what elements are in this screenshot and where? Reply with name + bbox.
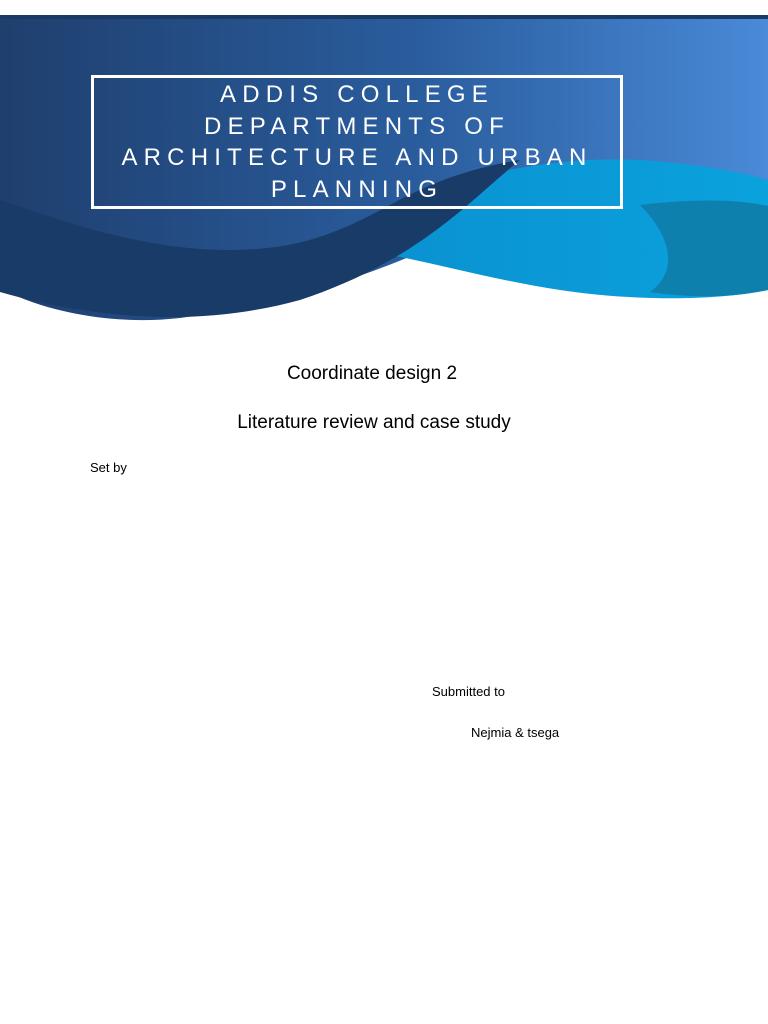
course-title: Coordinate design 2 (286, 363, 458, 384)
set-by-label: Set by (90, 460, 127, 475)
title-frame (91, 75, 623, 209)
department-line: DEPARTMENTS OF (204, 112, 510, 140)
department-name-line: ARCHITECTURE AND URBAN (121, 144, 593, 171)
department-name-line-2: PLANNING (270, 175, 444, 203)
college-name: ADDIS COLLEGE (220, 81, 494, 108)
document-subtitle: Literature review and case study (237, 412, 511, 433)
submitted-to-label: Submitted to (432, 684, 505, 699)
submitted-to-names: Nejmia & tsega (471, 725, 560, 740)
